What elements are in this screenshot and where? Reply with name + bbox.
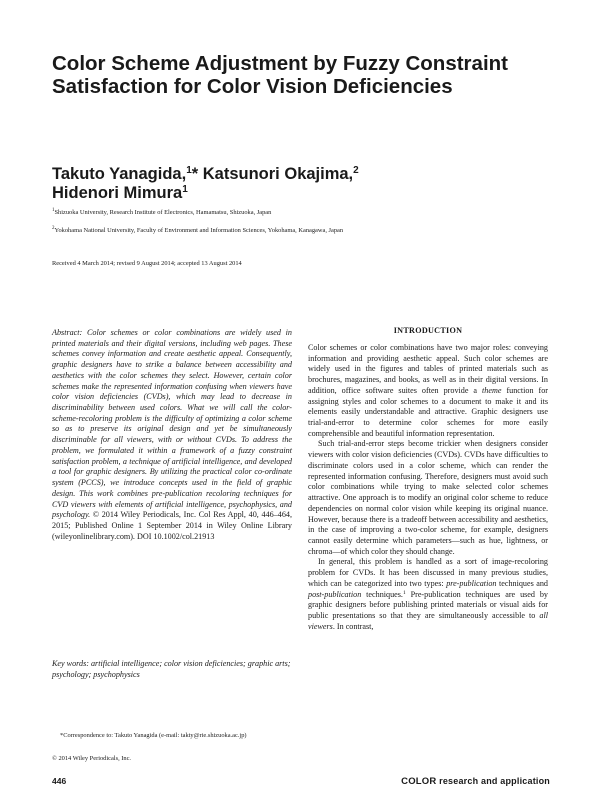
paragraph-text: . In contrast, [332, 621, 374, 631]
emphasis-text: all viewers [308, 610, 548, 631]
paragraph-text: function for assigning styles and color schemes to a document to make it and its elements easily understandable and attractive. Graphic designers use trial-and-error to determine color schemes for more easily comprehensible and beautiful information representation. [308, 385, 548, 438]
emphasis-text: post-publication [308, 589, 362, 599]
affiliation-marker: 1 [182, 184, 188, 195]
journal-name-caps: COLOR [401, 776, 437, 787]
abstract [52, 328, 292, 542]
paragraph-text: Color schemes or color combinations have two major roles: conveying information and providing aesthetic appeal. Such color schemes are widely used in the figures and tables of printed materials such as brochures, magazines, and books, as well as in their digital versions. In addition, office software suites often provide a [308, 343, 548, 395]
emphasis-text: pre-publication [446, 578, 497, 588]
paragraph-text: techniques and [496, 578, 548, 588]
journal-name-rest: research and application [436, 776, 550, 786]
page-number: 446 [52, 776, 67, 786]
affiliation-text: Yokohama National University, Faculty of Environment and Information Sciences, Yokohama, Kanagawa, Japan [54, 227, 344, 234]
affiliation-2 [52, 226, 552, 235]
journal-name [401, 776, 550, 787]
paragraph [308, 343, 548, 439]
author-name: Hidenori Mimura [52, 184, 183, 202]
author-name: Takuto Yanagida, [52, 165, 187, 183]
keywords: Key words: artificial intelligence; color vision deficiencies; graphic arts; psychology; psychophysics [52, 659, 291, 679]
abstract-label: Abstract: [52, 328, 83, 337]
paragraph: Such trial-and-error steps become trickier when designers consider viewers with color vision deficiencies (CVDs). CVDs have difficulties to discriminate colors used in a color scheme, which can render the represented information confusing. Therefore, designers must avoid such color combinations while trying to make selected color schemes attractive. One approach is to modify an original color scheme to reduce dependencies on normal color vision while keeping its original nuance. However, because there is a tradeoff between accessibility and aesthetics, in the case of improving a two-color scheme, for example, designers cannot easily determine which parameters—such as hue, lightness, or chroma—of which color they should change. [308, 439, 548, 556]
paragraph-text: In general, this problem is handled as a sort of image-recoloring problem for CVDs. It has been discussed in many previous studies, which can be categorized into two types: [308, 557, 548, 588]
paragraph-text: Pre-publication techniques are used by graphic designers before publishing printed materials or visual aids for public presentations so that they are simultaneously accessible to [308, 589, 548, 620]
paper-title: Color Scheme Adjustment by Fuzzy Constraint Satisfaction for Color Vision Deficiencies [52, 52, 508, 98]
section-heading-introduction: INTRODUCTION [393, 326, 463, 335]
received-dates: Received 4 March 2014; revised 9 August 2014; accepted 13 August 2014 [52, 260, 242, 267]
abstract-body: Color schemes or color combinations are widely used in printed materials and their digital versions, including web pages. These schemes convey information and create aesthetic appeal. Consequently, graphic designers have to strike a balance between accessibility and aesthetics with the color schemes they select. However, certain color schemes make the represented information confusing when viewers have color vision deficiencies (CVDs), which may lead to decrease in discriminability between used colors. What we will call the color-scheme-recoloring problem is the difficulty of optimizing a color scheme so as to preserve its original design and yet be simultaneously discriminable for all viewers, with or without CVDs. To address the problem, we formulated it within a framework of a fuzzy constraint satisfaction problem, a technique of artificial intelligence, and developed a tool for graphic designers. By utilizing the practical color co-ordinate system (PCCS), we introduce concepts used in the field of graphic design. This work combines pre-publication recoloring techniques for CVD viewers with elements of artificial intelligence, psychophysics, and psychology. [52, 328, 292, 520]
paragraph [308, 557, 548, 632]
affiliation-1 [52, 208, 552, 217]
paragraph-text: techniques. [361, 589, 403, 599]
reference-marker: 1 [402, 589, 406, 596]
author-list [52, 165, 552, 203]
copyright-notice: © 2014 Wiley Periodicals, Inc. [52, 755, 132, 762]
abstract-citation: © 2014 Wiley Periodicals, Inc. Col Res Appl, 40, 446–464, 2015; Published Online 1 September 2014 in Wiley Online Library (wileyonlinelibrary.com). DOI 10.1002/col.21913 [52, 510, 292, 541]
correspondence-footnote: *Correspondence to: Takuto Yanagida (e-mail: takty@rie.shizuoka.ac.jp) [60, 732, 247, 739]
introduction-body [308, 343, 548, 632]
affiliation-number: 1 [52, 208, 55, 213]
corresponding-marker: * [191, 165, 203, 183]
affiliation-marker: 1 [186, 165, 192, 176]
affiliation-number: 2 [52, 226, 55, 231]
affiliation-marker: 2 [353, 165, 359, 176]
affiliation-text: Shizuoka University, Research Institute of Electronics, Hamamatsu, Shizuoka, Japan [54, 209, 272, 216]
author-name: Katsunori Okajima, [202, 165, 354, 183]
emphasis-text: theme [482, 385, 502, 395]
